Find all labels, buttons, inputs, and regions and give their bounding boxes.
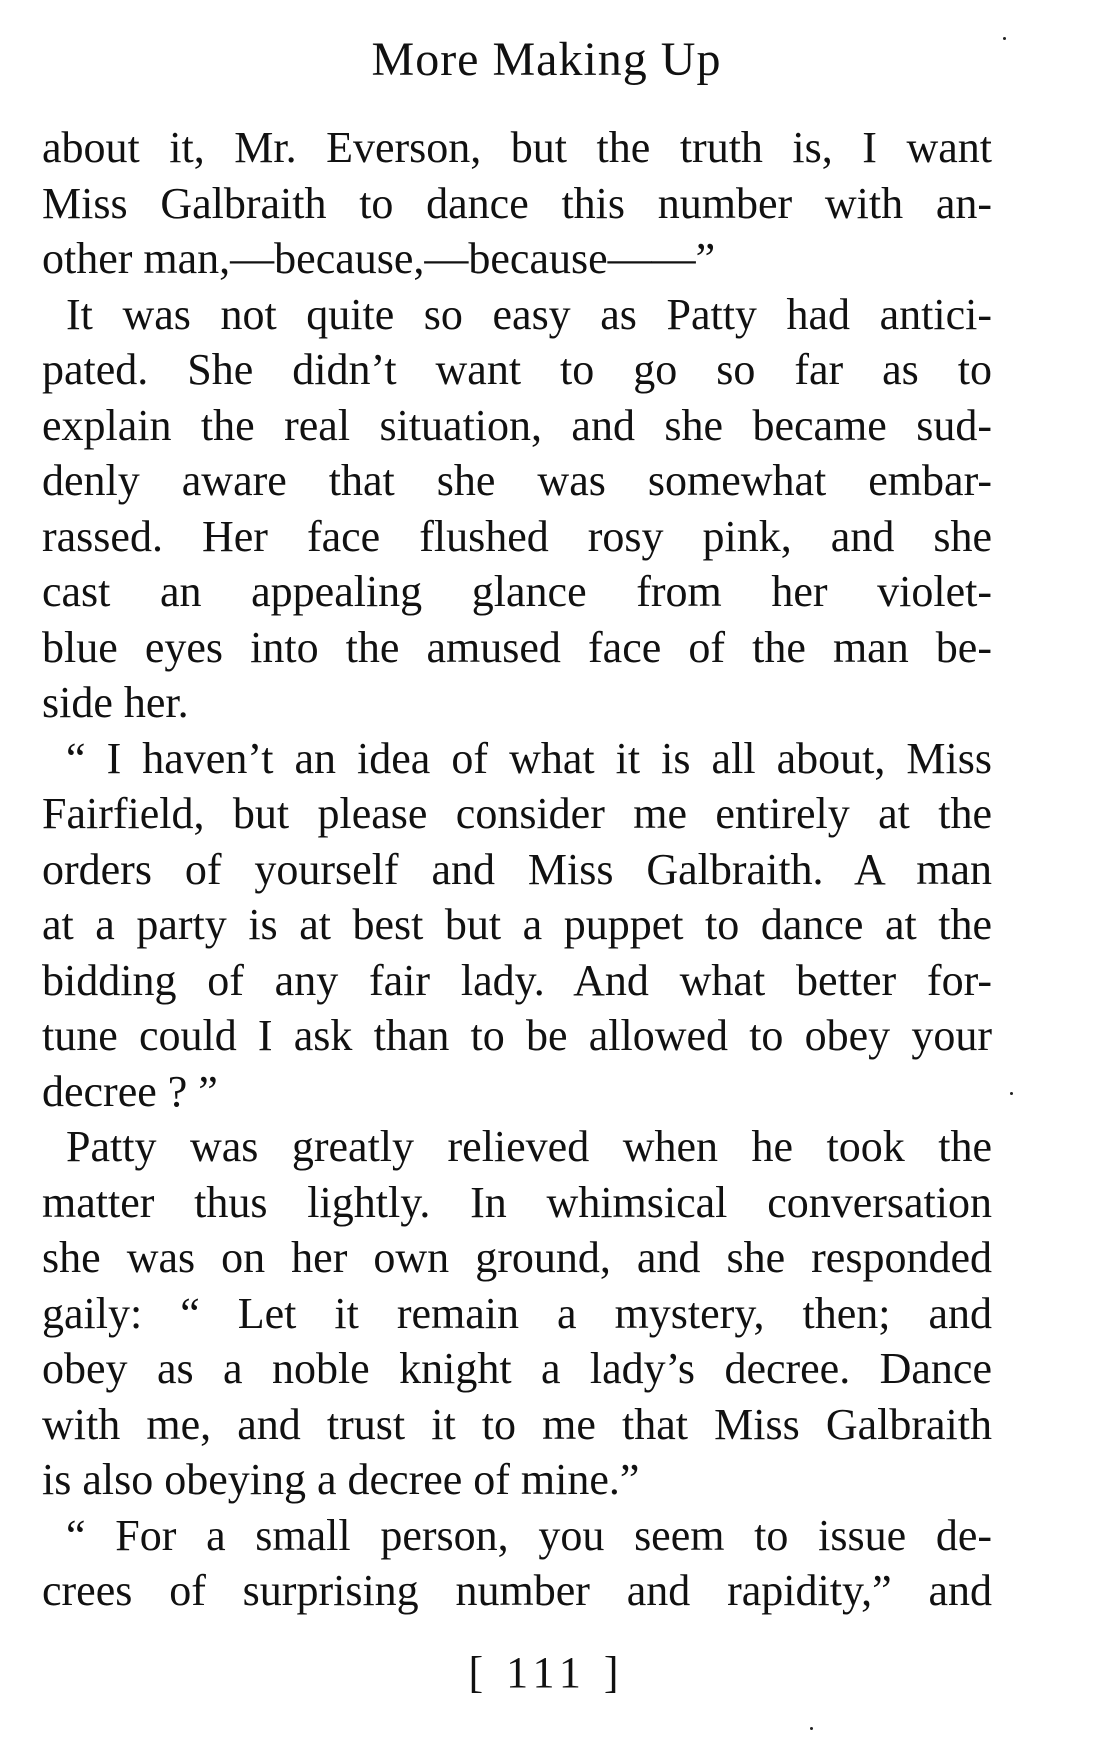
text-line: about it, Mr. Everson, but the truth is, I want: [42, 123, 992, 172]
text-line: Patty was greatly relieved when he took the: [66, 1122, 992, 1171]
ink-speck: [1010, 1092, 1013, 1095]
text-line: side her.: [42, 678, 189, 727]
text-line: matter thus lightly. In whimsical conversation: [42, 1177, 992, 1227]
text-line: explain the real situation, and she became sud-: [42, 400, 992, 450]
text-line: at a party is at best but a puppet to dance at the: [42, 900, 992, 949]
text-line: “ For a small person, you seem to issue de-: [66, 1510, 992, 1560]
text-line: Fairfield, but please consider me entirely at the: [42, 789, 992, 838]
text-line: crees of surprising number and rapidity,” and: [42, 1566, 992, 1615]
text-line: blue eyes into the amused face of the man be-: [42, 622, 992, 672]
text-line: bidding of any fair lady. And what better for-: [42, 955, 992, 1005]
page-number: [ 111 ]: [468, 1648, 625, 1697]
text-line: gaily: “ Let it remain a mystery, then; and: [42, 1288, 992, 1338]
text-line: denly aware that she was somewhat embar-: [42, 456, 992, 505]
running-head: More Making Up: [371, 33, 722, 86]
text-line: Miss Galbraith to dance this number with an-: [42, 178, 992, 228]
text-line: cast an appealing glance from her violet-: [42, 567, 992, 616]
text-line: other man,—because,—because——”: [42, 234, 716, 283]
text-line: obey as a noble knight a lady’s decree. Dance: [42, 1344, 992, 1393]
text-line: pated. She didn’t want to go so far as to: [42, 345, 992, 394]
text-line: is also obeying a decree of mine.”: [42, 1455, 640, 1504]
ink-speck: [1003, 37, 1006, 40]
text-line: tune could I ask than to be allowed to obey your: [42, 1011, 992, 1060]
text-line: with me, and trust it to me that Miss Galbraith: [42, 1399, 992, 1449]
text-line: rassed. Her face flushed rosy pink, and she: [42, 511, 992, 561]
text-line: decree ? ”: [42, 1066, 218, 1116]
text-line: “ I haven’t an idea of what it is all about, Miss: [66, 733, 992, 783]
body-text: [42, 120, 992, 1619]
text-line: It was not quite so easy as Patty had antici-: [66, 289, 992, 339]
text-line: orders of yourself and Miss Galbraith. A man: [42, 844, 992, 894]
text-line: she was on her own ground, and she responded: [42, 1233, 992, 1282]
ink-speck: [810, 1727, 813, 1730]
